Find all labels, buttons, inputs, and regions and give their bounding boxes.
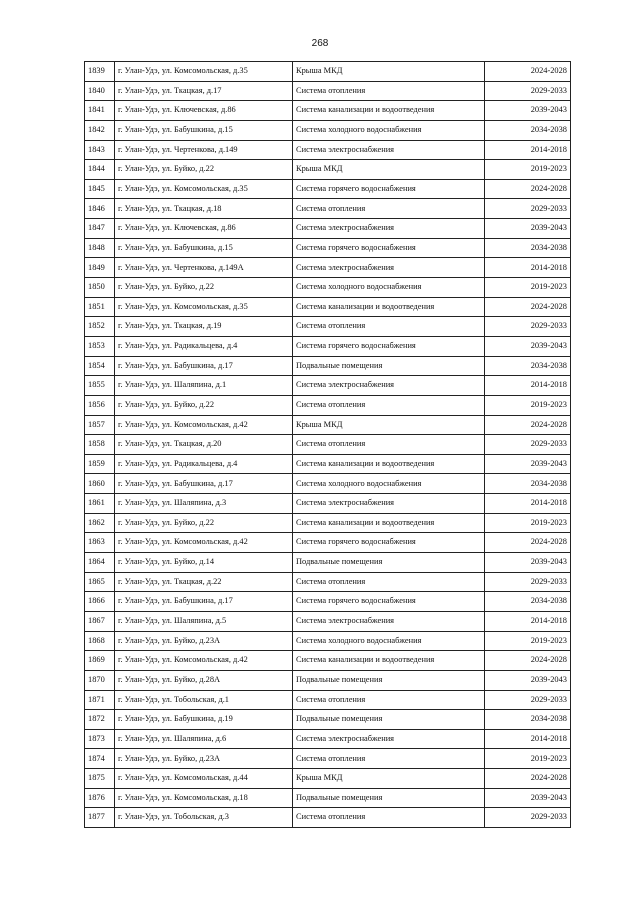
system-cell: Подвальные помещения [293,670,485,690]
row-number-cell: 1874 [85,749,115,769]
period-cell: 2014-2018 [485,494,571,514]
row-number-cell: 1864 [85,553,115,573]
table-row [85,336,571,356]
address-cell: г. Улан-Удэ, ул. Бабушкина, д.17 [115,474,293,494]
system-cell: Подвальные помещения [293,710,485,730]
address-cell: г. Улан-Удэ, ул. Комсомольская, д.35 [115,179,293,199]
table-row [85,670,571,690]
row-number-cell: 1841 [85,101,115,121]
row-number-cell: 1868 [85,631,115,651]
table-row [85,494,571,514]
period-cell: 2029-2033 [485,199,571,219]
address-cell: г. Улан-Удэ, ул. Комсомольская, д.18 [115,788,293,808]
period-cell: 2039-2043 [485,454,571,474]
table-row [85,631,571,651]
address-cell: г. Улан-Удэ, ул. Комсомольская, д.35 [115,62,293,82]
address-cell: г. Улан-Удэ, ул. Тобольская, д.1 [115,690,293,710]
row-number-cell: 1856 [85,395,115,415]
address-cell: г. Улан-Удэ, ул. Буйко, д.14 [115,553,293,573]
period-cell: 2019-2023 [485,160,571,180]
system-cell: Система холодного водоснабжения [293,278,485,298]
table-row [85,651,571,671]
system-cell: Система горячего водоснабжения [293,238,485,258]
row-number-cell: 1870 [85,670,115,690]
address-cell: г. Улан-Удэ, ул. Тобольская, д.3 [115,808,293,828]
table-row [85,356,571,376]
address-cell: г. Улан-Удэ, ул. Буйко, д.22 [115,395,293,415]
address-cell: г. Улан-Удэ, ул. Комсомольская, д.35 [115,297,293,317]
row-number-cell: 1839 [85,62,115,82]
period-cell: 2019-2023 [485,749,571,769]
period-cell: 2039-2043 [485,670,571,690]
system-cell: Система отопления [293,690,485,710]
system-cell: Система электроснабжения [293,611,485,631]
address-cell: г. Улан-Удэ, ул. Ткацкая, д.22 [115,572,293,592]
row-number-cell: 1875 [85,769,115,789]
system-cell: Система отопления [293,317,485,337]
period-cell: 2029-2033 [485,572,571,592]
table-row [85,690,571,710]
address-cell: г. Улан-Удэ, ул. Комсомольская, д.42 [115,415,293,435]
row-number-cell: 1863 [85,533,115,553]
address-cell: г. Улан-Удэ, ул. Шаляпина, д.5 [115,611,293,631]
period-cell: 2039-2043 [485,336,571,356]
period-cell: 2034-2038 [485,592,571,612]
system-cell: Система отопления [293,435,485,455]
table-row [85,317,571,337]
table-row [85,553,571,573]
table-row [85,199,571,219]
row-number-cell: 1865 [85,572,115,592]
row-number-cell: 1840 [85,81,115,101]
period-cell: 2024-2028 [485,651,571,671]
period-cell: 2034-2038 [485,238,571,258]
row-number-cell: 1876 [85,788,115,808]
table-row [85,533,571,553]
address-cell: г. Улан-Удэ, ул. Чертенкова, д.149А [115,258,293,278]
period-cell: 2014-2018 [485,729,571,749]
address-cell: г. Улан-Удэ, ул. Комсомольская, д.44 [115,769,293,789]
system-cell: Система отопления [293,808,485,828]
system-cell: Система электроснабжения [293,219,485,239]
period-cell: 2019-2023 [485,513,571,533]
table-row [85,415,571,435]
period-cell: 2034-2038 [485,710,571,730]
page-number: 268 [311,38,329,49]
period-cell: 2034-2038 [485,120,571,140]
system-cell: Система электроснабжения [293,258,485,278]
period-cell: 2029-2033 [485,690,571,710]
period-cell: 2039-2043 [485,219,571,239]
row-number-cell: 1847 [85,219,115,239]
row-number-cell: 1871 [85,690,115,710]
row-number-cell: 1846 [85,199,115,219]
period-cell: 2014-2018 [485,611,571,631]
address-cell: г. Улан-Удэ, ул. Шаляпина, д.3 [115,494,293,514]
period-cell: 2014-2018 [485,376,571,396]
row-number-cell: 1873 [85,729,115,749]
address-cell: г. Улан-Удэ, ул. Ткацкая, д.20 [115,435,293,455]
address-cell: г. Улан-Удэ, ул. Буйко, д.22 [115,513,293,533]
period-cell: 2039-2043 [485,788,571,808]
system-cell: Система отопления [293,749,485,769]
row-number-cell: 1843 [85,140,115,160]
address-cell: г. Улан-Удэ, ул. Буйко, д.28А [115,670,293,690]
system-cell: Подвальные помещения [293,356,485,376]
address-cell: г. Улан-Удэ, ул. Ткацкая, д.18 [115,199,293,219]
address-cell: г. Улан-Удэ, ул. Чертенкова, д.149 [115,140,293,160]
system-cell: Система горячего водоснабжения [293,533,485,553]
row-number-cell: 1866 [85,592,115,612]
table-row [85,710,571,730]
table-row [85,513,571,533]
address-cell: г. Улан-Удэ, ул. Бабушкина, д.15 [115,238,293,258]
system-cell: Подвальные помещения [293,788,485,808]
period-cell: 2034-2038 [485,474,571,494]
table-row [85,474,571,494]
period-cell: 2029-2033 [485,81,571,101]
address-cell: г. Улан-Удэ, ул. Ткацкая, д.19 [115,317,293,337]
row-number-cell: 1848 [85,238,115,258]
period-cell: 2024-2028 [485,533,571,553]
row-number-cell: 1854 [85,356,115,376]
address-cell: г. Улан-Удэ, ул. Буйко, д.23А [115,631,293,651]
system-cell: Система электроснабжения [293,376,485,396]
table-row [85,258,571,278]
table-row [85,592,571,612]
table-row [85,729,571,749]
system-cell: Система горячего водоснабжения [293,179,485,199]
row-number-cell: 1857 [85,415,115,435]
row-number-cell: 1862 [85,513,115,533]
table-row [85,611,571,631]
period-cell: 2029-2033 [485,435,571,455]
system-cell: Система канализации и водоотведения [293,513,485,533]
address-cell: г. Улан-Удэ, ул. Ключевская, д.86 [115,101,293,121]
period-cell: 2024-2028 [485,62,571,82]
address-cell: г. Улан-Удэ, ул. Бабушкина, д.15 [115,120,293,140]
period-cell: 2019-2023 [485,278,571,298]
table-row [85,219,571,239]
table-row [85,454,571,474]
system-cell: Система отопления [293,395,485,415]
period-cell: 2029-2033 [485,317,571,337]
period-cell: 2019-2023 [485,395,571,415]
row-number-cell: 1851 [85,297,115,317]
table-row [85,435,571,455]
row-number-cell: 1860 [85,474,115,494]
system-cell: Система горячего водоснабжения [293,592,485,612]
period-cell: 2014-2018 [485,140,571,160]
table-row [85,788,571,808]
period-cell: 2024-2028 [485,769,571,789]
address-cell: г. Улан-Удэ, ул. Радикальцева, д.4 [115,336,293,356]
row-number-cell: 1872 [85,710,115,730]
system-cell: Система отопления [293,572,485,592]
table-row [85,278,571,298]
table-row [85,120,571,140]
system-cell: Система холодного водоснабжения [293,631,485,651]
row-number-cell: 1855 [85,376,115,396]
row-number-cell: 1877 [85,808,115,828]
period-cell: 2019-2023 [485,631,571,651]
address-cell: г. Улан-Удэ, ул. Бабушкина, д.17 [115,592,293,612]
address-cell: г. Улан-Удэ, ул. Комсомольская, д.42 [115,533,293,553]
table-row [85,769,571,789]
system-cell: Крыша МКД [293,769,485,789]
system-cell: Система канализации и водоотведения [293,101,485,121]
system-cell: Система канализации и водоотведения [293,454,485,474]
table-row [85,376,571,396]
address-cell: г. Улан-Удэ, ул. Буйко, д.22 [115,278,293,298]
table-row [85,160,571,180]
system-cell: Крыша МКД [293,62,485,82]
row-number-cell: 1859 [85,454,115,474]
table-row [85,297,571,317]
row-number-cell: 1849 [85,258,115,278]
address-cell: г. Улан-Удэ, ул. Шаляпина, д.1 [115,376,293,396]
system-cell: Подвальные помещения [293,553,485,573]
address-cell: г. Улан-Удэ, ул. Радикальцева, д.4 [115,454,293,474]
period-cell: 2039-2043 [485,101,571,121]
row-number-cell: 1845 [85,179,115,199]
address-cell: г. Улан-Удэ, ул. Комсомольская, д.42 [115,651,293,671]
table-row [85,179,571,199]
system-cell: Система электроснабжения [293,729,485,749]
period-cell: 2024-2028 [485,415,571,435]
table-row [85,572,571,592]
table-row [85,808,571,828]
system-cell: Система холодного водоснабжения [293,120,485,140]
address-cell: г. Улан-Удэ, ул. Бабушкина, д.19 [115,710,293,730]
address-cell: г. Улан-Удэ, ул. Буйко, д.23А [115,749,293,769]
row-number-cell: 1852 [85,317,115,337]
table-row [85,140,571,160]
system-cell: Крыша МКД [293,415,485,435]
address-cell: г. Улан-Удэ, ул. Ключевская, д.86 [115,219,293,239]
row-number-cell: 1850 [85,278,115,298]
system-cell: Система отопления [293,81,485,101]
address-cell: г. Улан-Удэ, ул. Буйко, д.22 [115,160,293,180]
system-cell: Система канализации и водоотведения [293,651,485,671]
table-row [85,749,571,769]
system-cell: Система горячего водоснабжения [293,336,485,356]
table-body [85,62,571,828]
table-row [85,81,571,101]
system-cell: Система электроснабжения [293,494,485,514]
table-row [85,395,571,415]
period-cell: 2034-2038 [485,356,571,376]
address-cell: г. Улан-Удэ, ул. Шаляпина, д.6 [115,729,293,749]
table-row [85,62,571,82]
row-number-cell: 1844 [85,160,115,180]
registry-table [84,61,571,828]
system-cell: Система канализации и водоотведения [293,297,485,317]
row-number-cell: 1867 [85,611,115,631]
system-cell: Система электроснабжения [293,140,485,160]
row-number-cell: 1842 [85,120,115,140]
period-cell: 2024-2028 [485,297,571,317]
period-cell: 2014-2018 [485,258,571,278]
system-cell: Система отопления [293,199,485,219]
row-number-cell: 1861 [85,494,115,514]
row-number-cell: 1853 [85,336,115,356]
row-number-cell: 1858 [85,435,115,455]
table-row [85,101,571,121]
row-number-cell: 1869 [85,651,115,671]
period-cell: 2024-2028 [485,179,571,199]
address-cell: г. Улан-Удэ, ул. Ткацкая, д.17 [115,81,293,101]
system-cell: Система холодного водоснабжения [293,474,485,494]
system-cell: Крыша МКД [293,160,485,180]
address-cell: г. Улан-Удэ, ул. Бабушкина, д.17 [115,356,293,376]
table-row [85,238,571,258]
period-cell: 2039-2043 [485,553,571,573]
period-cell: 2029-2033 [485,808,571,828]
